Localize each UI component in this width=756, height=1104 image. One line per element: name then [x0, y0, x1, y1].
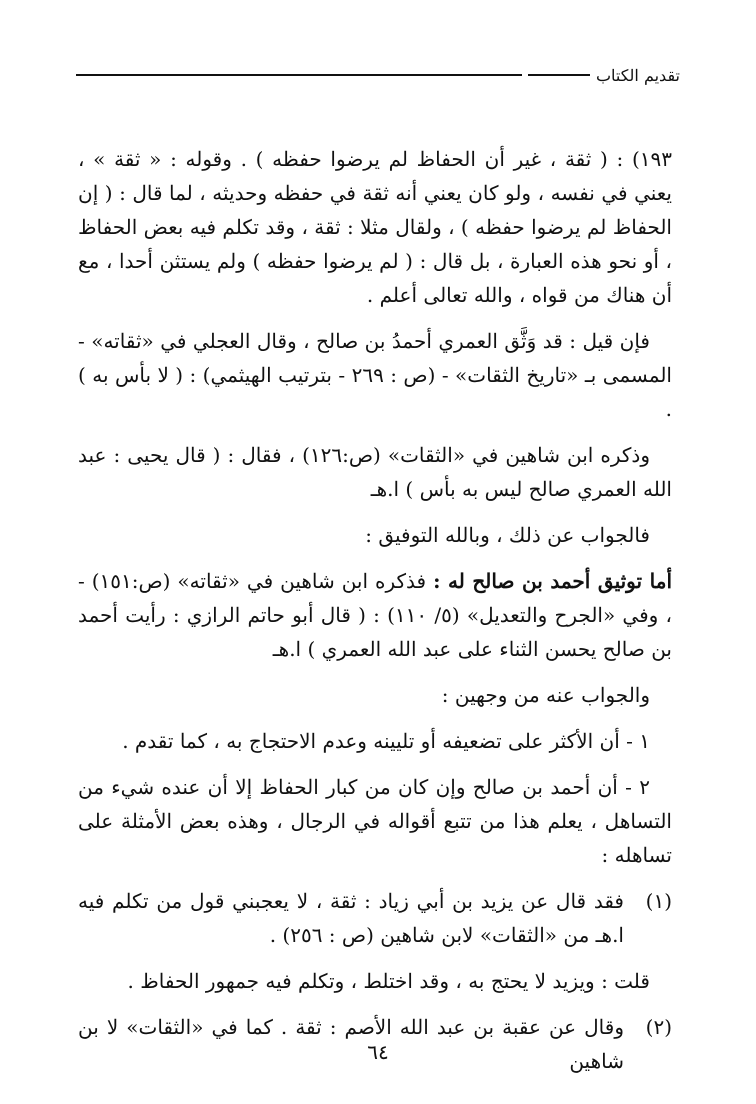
paragraph-4: فالجواب عن ذلك ، وبالله التوفيق : — [365, 523, 650, 547]
paragraph-3: وذكره ابن شاهين في «الثقات» (ص:١٢٦) ، فقال : ( قال يحيى : عبد الله العمري صالح ليس به بأس ) ا.هـ — [78, 443, 672, 501]
header-rule — [76, 74, 522, 76]
point-2: ٢ - أن أحمد بن صالح وإن كان من كبار الحفاظ إلا أن عنده شيء من التساهل ، يعلم هذا من تتبع أقواله في الرجال ، وهذه بعض الأمثلة على تساهله : — [78, 775, 672, 867]
page-number: ٦٤ — [367, 1040, 389, 1064]
example-number: (٢) — [645, 1015, 672, 1039]
answer-intro: والجواب عنه من وجهين : — [441, 683, 650, 707]
running-header — [76, 64, 680, 86]
tawthiq-paragraph — [78, 564, 672, 666]
example-number: (١) — [645, 889, 672, 913]
example-text: فقد قال عن يزيد بن أبي زياد : ثقة ، لا يعجبني قول من تكلم فيه ا.هـ من «الثقات» لابن شاهين (ص : ٢٥٦) . — [78, 889, 624, 947]
point-1: ١ - أن الأكثر على تضعيفه أو تليينه وعدم الاحتجاج به ، كما تقدم . — [122, 729, 650, 753]
header-title: تقديم الكتاب — [595, 65, 680, 85]
note-paragraph: قلت : ويزيد لا يحتج به ، وقد اختلط ، وتكلم فيه جمهور الحفاظ . — [127, 969, 650, 993]
header-dash — [528, 74, 590, 76]
paragraph-2: فإن قيل : قد وَثَّق العمري أحمدُ بن صالح ، وقال العجلي في «ثقاته» - المسمى بـ «تاريخ الثقات» - (ص : ٢٦٩ - بترتيب الهيثمي) : ( لا بأس به ) . — [78, 329, 672, 421]
tawthiq-text: فذكره ابن شاهين في «ثقاته» (ص:١٥١) - ، وفي «الجرح والتعديل» (٥/ ١١٠) : ( قال أبو حاتم الرازي : رأيت أحمد بن صالح يحسن الثناء على عبد الله العمري ) ا.هـ — [78, 569, 672, 661]
paragraph-1: ١٩٣) : ( ثقة ، غير أن الحفاظ لم يرضوا حفظه ) . وقوله : « ثقة » ، يعني في نفسه ، ولو كان يعني أنه ثقة في حفظه وحديثه ، لما قال : ( إن الحفاظ لم يرضوا حفظه ) ، ولقال مثلا : ثقة ، وقد تكلم فيه بعض الحفاظ ، أو نحو هذه العبارة ، بل قال : ( لم يرضوا حفظه ) ولم يستثن أحدا ، مع أن هناك من قواه ، والله تعالى أعلم . — [78, 147, 672, 307]
page-body — [78, 142, 672, 1090]
example-text: وقال عن عقبة بن عبد الله الأصم : ثقة . كما في «الثقات» لا بن شاهين — [78, 1015, 624, 1073]
tawthiq-heading: أما توثيق أحمد بن صالح له : — [433, 569, 673, 593]
example-1 — [78, 884, 672, 952]
